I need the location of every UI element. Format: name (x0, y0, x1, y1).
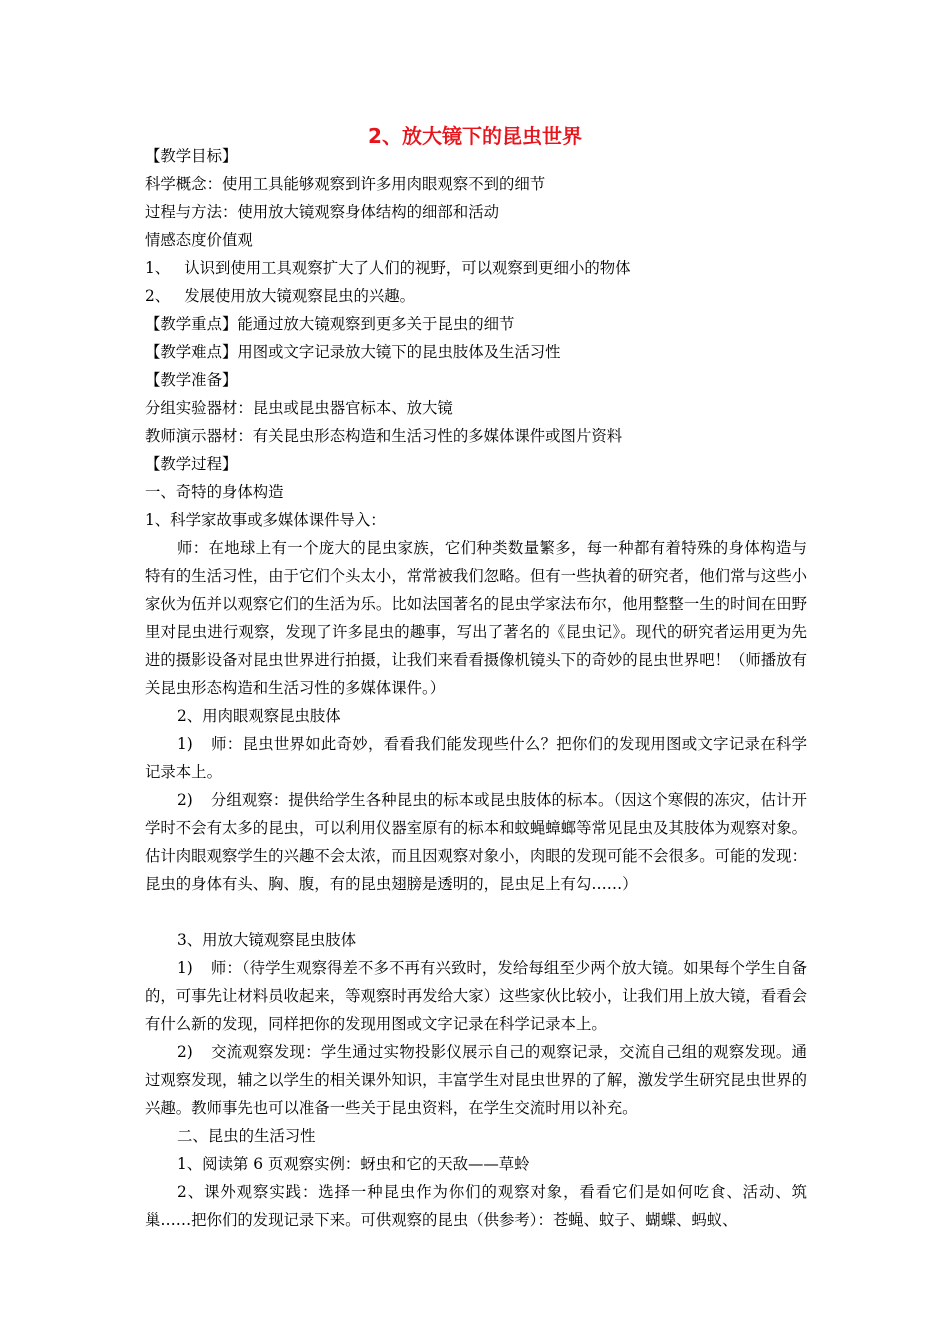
objective-item-2-number: 2、 (145, 287, 171, 305)
part2-step2 (145, 1178, 807, 1234)
part1-step2-b-block (145, 786, 807, 898)
step3-b-number: 2) (177, 1043, 193, 1061)
preparation-teacher: 教师演示器材：有关昆虫形态构造和生活习性的多媒体课件或图片资料 (145, 427, 623, 445)
part1-step2 (145, 702, 807, 730)
process-heading: 【教学过程】 (145, 455, 238, 473)
difficulty-text: 用图或文字记录放大镜下的昆虫肢体及生活习性 (237, 343, 561, 361)
part1-step2-title: 2、用肉眼观察昆虫肢体 (177, 707, 341, 725)
part2-step2-text: 2、课外观察实践：选择一种昆虫作为你们的观察对象，看看它们是如何吃食、活动、筑巢……把你们的发现记录下来。可供观察的昆虫（供参考）：苍蝇、蚊子、蝴蝶、蚂蚁、 (145, 1183, 807, 1229)
part1-step2-a (145, 730, 807, 786)
key-point-label: 【教学重点】 (145, 315, 238, 333)
objective-item-1-number: 1、 (145, 259, 171, 277)
step2-b-para (145, 786, 807, 898)
objective-method: 过程与方法：使用放大镜观察身体结构的细部和活动 (145, 203, 499, 221)
part1-title: 一、奇特的身体构造 (145, 483, 284, 501)
part1-step3 (145, 926, 807, 954)
step3-a-number: 1) (177, 959, 193, 977)
objective-item-1-text: 认识到使用工具观察扩大了人们的视野，可以观察到更细小的物体 (184, 259, 631, 277)
objective-concept: 科学概念：使用工具能够观察到许多用肉眼观察不到的细节 (145, 175, 546, 193)
part1-step3-b (145, 1038, 807, 1122)
part2-title: 二、昆虫的生活习性 (177, 1127, 316, 1145)
objectives-heading: 【教学目标】 (145, 147, 238, 165)
step2-b-number: 2) (177, 791, 193, 809)
page-title: 2、放大镜下的昆虫世界 (368, 124, 582, 148)
step3-b-para (145, 1038, 807, 1122)
document-body (145, 142, 807, 534)
part2 (145, 1122, 807, 1178)
objective-attitude: 情感态度价值观 (145, 231, 253, 249)
part1-step3-a-block (145, 954, 807, 1038)
objective-item-2-text: 发展使用放大镜观察昆虫的兴趣。 (184, 287, 416, 305)
part1-step3-title: 3、用放大镜观察昆虫肢体 (177, 931, 357, 949)
part1-step2-a-block (145, 730, 807, 786)
part1-step1-title: 1、科学家故事或多媒体课件导入： (145, 511, 386, 529)
objective-item-2 (145, 282, 807, 310)
step1-paragraph-text: 师：在地球上有一个庞大的昆虫家族，它们种类数量繁多，每一种都有着特殊的身体构造与特有的生活习性，由于它们个头太小，常常被我们忽略。但有一些执着的研究者，他们常与这些小家伙为伍并以观察它们的生活为乐。比如法国著名的昆虫学家法布尔，他用整整一生的时间在田野里对昆虫进行观察，发现了许多昆虫的趣事，写出了著名的《昆虫记》。现代的研究者运用更为先进的摄影设备对昆虫世界进行拍摄，让我们来看看摄像机镜头下的奇妙的昆虫世界吧！（师播放有关昆虫形态构造和生活习性的多媒体课件。） (145, 539, 807, 697)
step3-b-text: 交流观察发现：学生通过实物投影仪展示自己的观察记录，交流自己组的观察发现。通过观察发现，辅之以学生的相关课外知识，丰富学生对昆虫世界的了解，激发学生研究昆虫世界的兴趣。教师事先也可以准备一些关于昆虫资料，在学生交流时用以补充。 (145, 1043, 807, 1117)
step2-b-text: 分组观察：提供给学生各种昆虫的标本或昆虫肢体的标本。（因这个寒假的冻灾，估计开学时不会有太多的昆虫，可以利用仪器室原有的标本和蚊蝇蟑螂等常见昆虫及其肢体为观察对象。估计肉眼观察学生的兴趣不会太浓，而且因观察对象小，肉眼的发现可能不会很多。可能的发现：昆虫的身体有头、胸、腹，有的昆虫翅膀是透明的，昆虫足上有勾……） (145, 791, 807, 893)
part1-step3-a (145, 954, 807, 1038)
difficulty-label: 【教学难点】 (145, 343, 238, 361)
step3-a-text: 师：（待学生观察得差不多不再有兴致时，发给每组至少两个放大镜。如果每个学生自备的，可事先让材料员收起来，等观察时再发给大家）这些家伙比较小，让我们用上放大镜，看看会有什么新的发现，同样把你的发现用图或文字记录在科学记录本上。 (145, 959, 807, 1033)
step2-a-text: 师：昆虫世界如此奇妙，看看我们能发现些什么？把你们的发现用图或文字记录在科学记录本上。 (145, 735, 807, 781)
part2-step1: 1、阅读第 6 页观察实例：蚜虫和它的天敌——草蛉 (177, 1155, 530, 1173)
step2-a-number: 1) (177, 735, 193, 753)
step2-a-para (145, 730, 807, 786)
key-point-text: 能通过放大镜观察到更多关于昆虫的细节 (237, 315, 515, 333)
part1-step3-b-block (145, 1038, 807, 1122)
step3-a-para (145, 954, 807, 1038)
part1-body (145, 534, 807, 702)
part1-step1-paragraph (145, 534, 807, 702)
difficulty (145, 338, 807, 366)
key-point (145, 310, 807, 338)
preparation-heading: 【教学准备】 (145, 371, 238, 389)
preparation-group: 分组实验器材：昆虫或昆虫器官标本、放大镜 (145, 399, 453, 417)
part2-step2-block (145, 1178, 807, 1234)
objective-item-1 (145, 254, 807, 282)
part1-step2-b (145, 786, 807, 898)
